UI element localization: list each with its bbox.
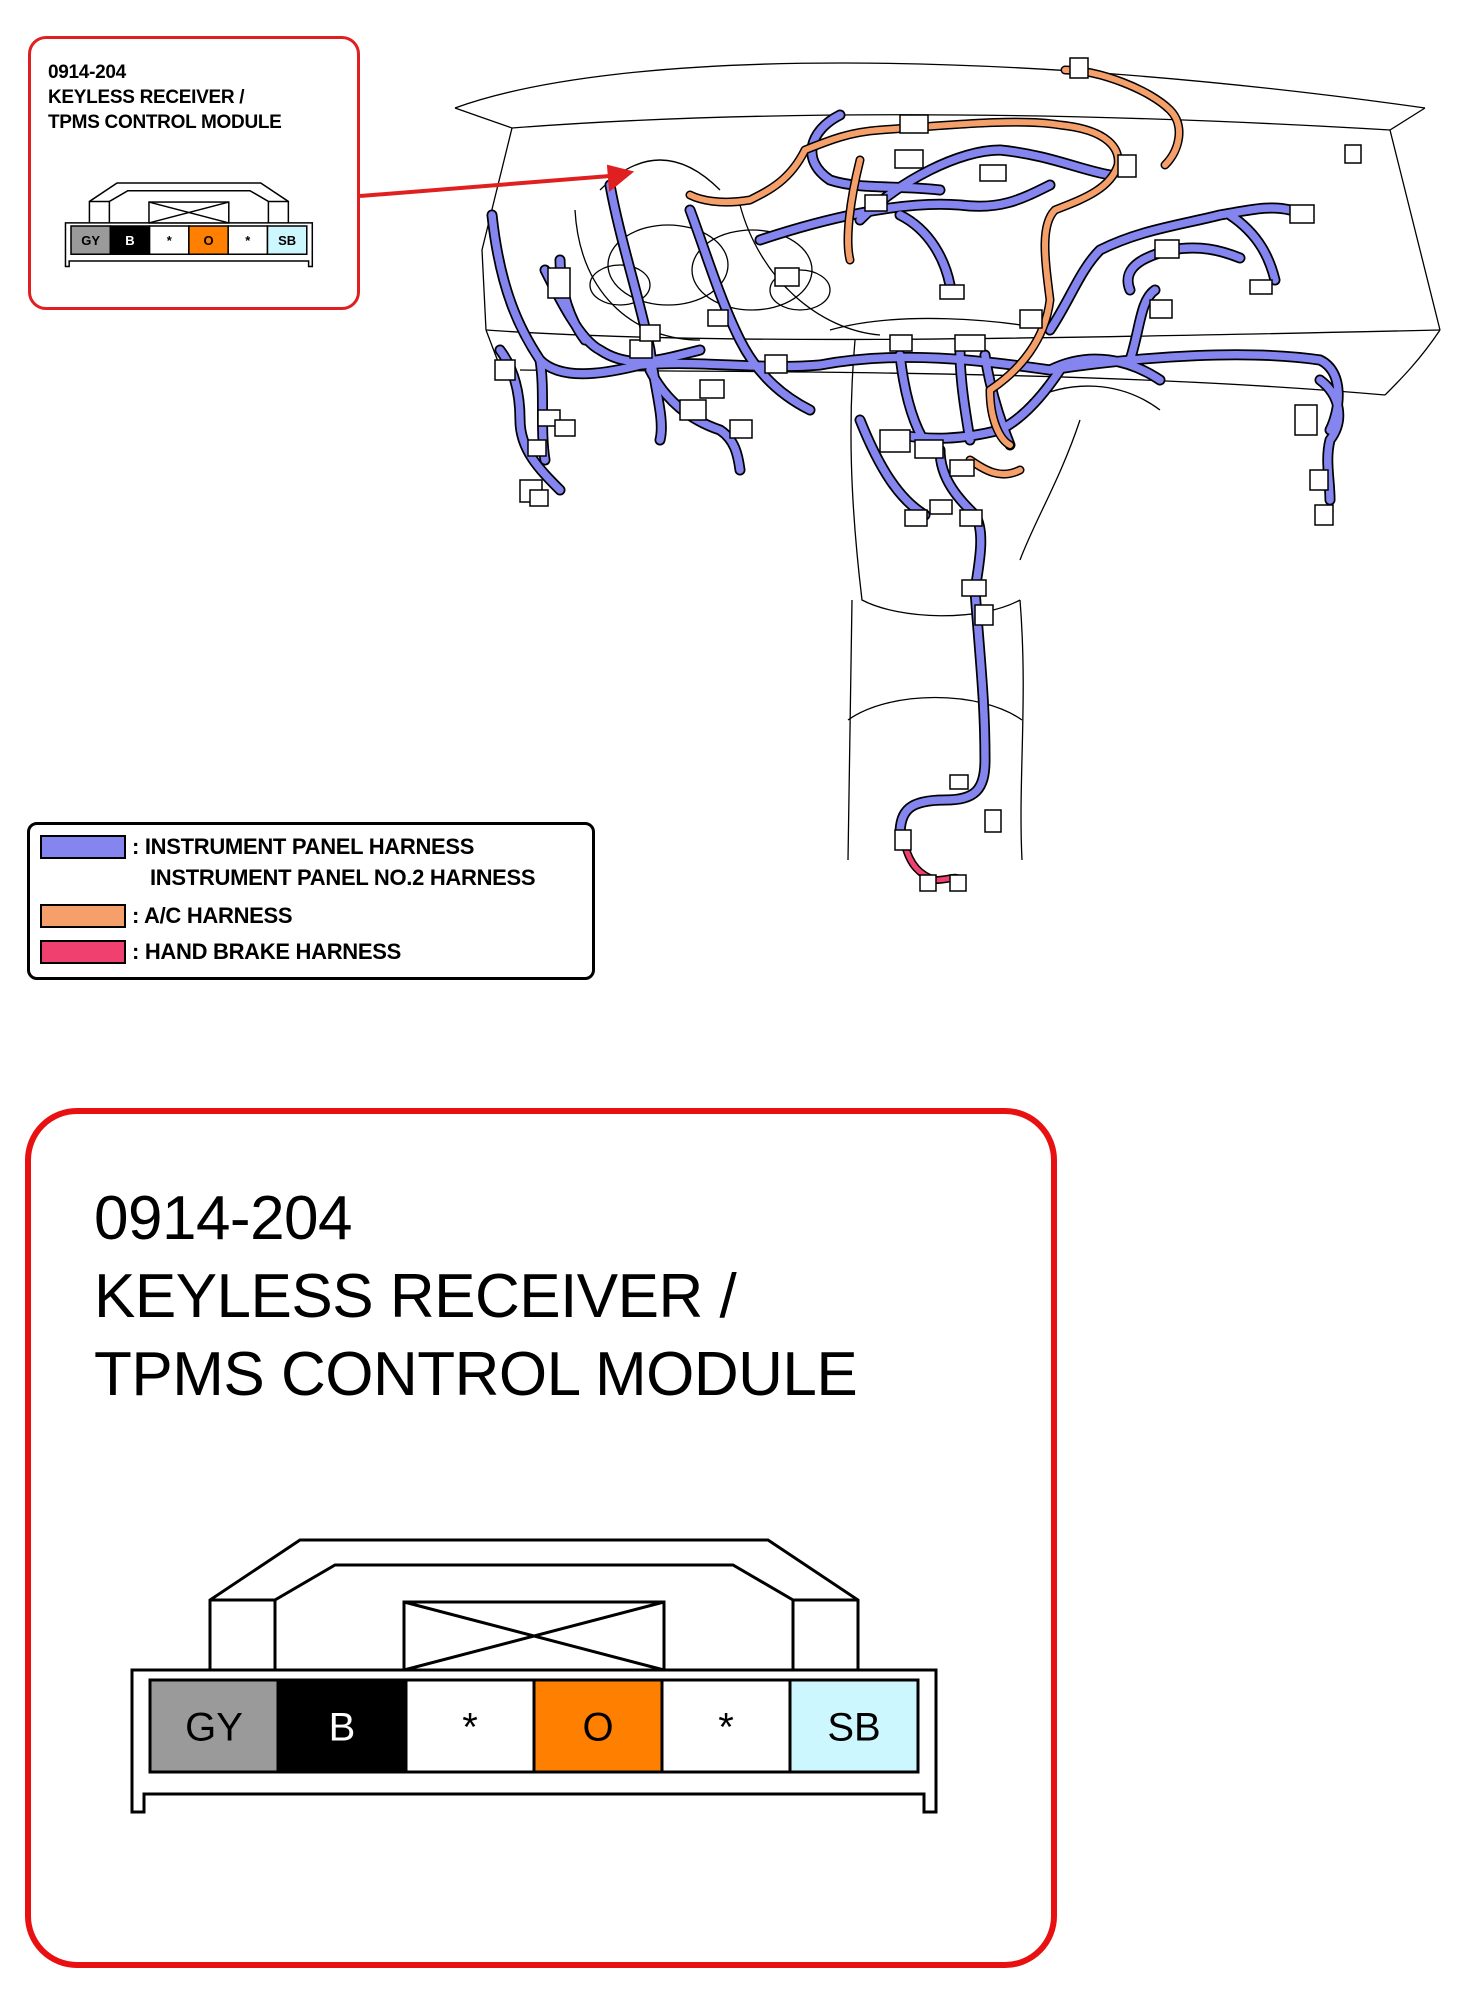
- legend-label: : INSTRUMENT PANEL HARNESS: [132, 834, 475, 859]
- small-callout-title: [48, 60, 282, 135]
- legend-label-secondary: INSTRUMENT PANEL NO.2 HARNESS: [150, 865, 536, 890]
- legend-item-hand-brake: [40, 937, 401, 967]
- connector-pin-label: *: [245, 232, 251, 248]
- big-title-line2: TPMS CONTROL MODULE: [94, 1340, 858, 1409]
- connector-pin-label: B: [125, 232, 135, 248]
- connector-pin-label: SB: [827, 1705, 881, 1750]
- connector-pin-label: B: [328, 1705, 356, 1750]
- small-title-line1: KEYLESS RECEIVER /: [48, 87, 245, 108]
- ac-harness-fill: [690, 70, 1179, 474]
- legend-label: : A/C HARNESS: [132, 903, 293, 928]
- small-title-line2: TPMS CONTROL MODULE: [48, 112, 282, 133]
- ac-harness: [690, 70, 1179, 474]
- connector-pin-label: GY: [81, 232, 101, 248]
- big-connector-code: 0914-204: [94, 1184, 353, 1253]
- connector-pin-label: O: [203, 232, 214, 248]
- legend-swatch-red: [40, 940, 126, 964]
- big-callout-title: [94, 1180, 857, 1414]
- harness-legend: [27, 822, 595, 980]
- harness-connectors: [495, 58, 1361, 891]
- legend-item-ac: [40, 901, 292, 931]
- legend-item-instrument-panel: [40, 832, 474, 862]
- connector-pin-label: *: [166, 232, 172, 248]
- dashboard-outline: [455, 63, 1440, 860]
- connector-pin-label: SB: [278, 232, 297, 248]
- connector-pin-label: GY: [185, 1705, 243, 1750]
- connector-pin-label: *: [462, 1705, 478, 1750]
- legend-swatch-blue: [40, 835, 126, 859]
- big-title-line1: KEYLESS RECEIVER /: [94, 1262, 737, 1331]
- legend-label: : HAND BRAKE HARNESS: [132, 939, 402, 964]
- small-connector-code: 0914-204: [48, 62, 126, 83]
- instrument-panel-harness-fill: [492, 115, 1339, 835]
- connector-pin-label: O: [582, 1705, 614, 1750]
- legend-swatch-orange: [40, 904, 126, 928]
- connector-pin-label: *: [718, 1705, 734, 1750]
